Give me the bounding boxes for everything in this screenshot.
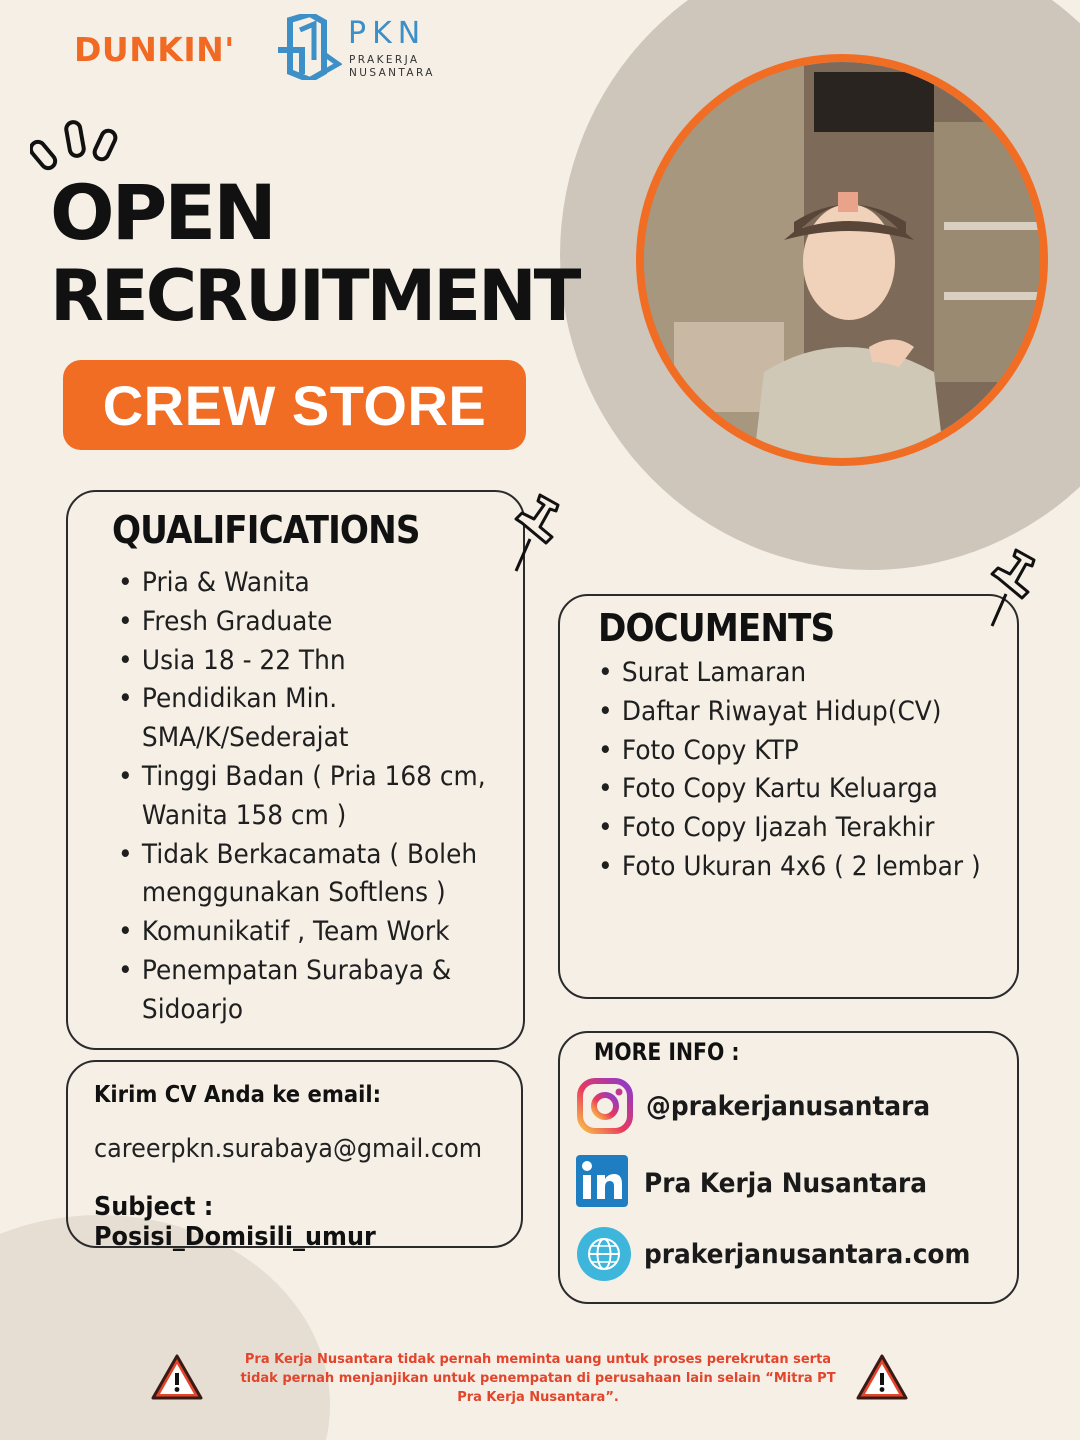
headline-open: OPEN [50,168,274,257]
more-info-title: MORE INFO : [594,1038,740,1066]
send-cv-card [66,1060,523,1252]
list-item: • Foto Copy Ijazah Terakhir [598,809,984,848]
email-subject: Subject : Posisi_Domisili_umur [94,1192,376,1252]
dunkin-logo: DUNKIN' [74,30,235,69]
pushpin-icon [984,548,1040,628]
crew-photo-illustration [644,62,1040,458]
list-item: • Foto Ukuran 4x6 ( 2 lembar ) [598,848,984,887]
instagram-handle: @prakerjanusantara [646,1090,931,1122]
instagram-link[interactable] [576,1077,955,1135]
list-item: • Tinggi Badan ( Pria 168 cm, Wanita 158 cm ) [118,758,486,836]
list-item: • Usia 18 - 22 Thn [118,642,486,681]
list-item: • Tidak Berkacamata ( Boleh menggunakan Softlens ) [118,836,486,914]
pkn-mark-icon [272,14,342,80]
instagram-icon [576,1077,634,1135]
position-pill [63,360,526,450]
pkn-subtitle: PRAKERJA NUSANTARA [349,54,435,79]
list-item: • Daftar Riwayat Hidup(CV) [598,693,984,732]
list-item: • Foto Copy KTP [598,732,984,771]
email-address[interactable]: careerpkn.surabaya@gmail.com [94,1134,483,1164]
pushpin-icon [508,493,564,573]
list-item: • Komunikatif , Team Work [118,913,486,952]
disclaimer-text: Pra Kerja Nusantara tidak pernah meminta uang untuk proses perekrutan serta tidak pernah menjanjikan untuk penempatan di perusahaan lain selain “Mitra PT Pra Kerja Nusantara”. [240,1352,836,1405]
list-item: • Pria & Wanita [118,564,486,603]
qualifications-title: QUALIFICATIONS [112,508,420,552]
linkedin-icon [576,1155,632,1211]
website-link[interactable] [576,1226,999,1282]
website-url: prakerjanusantara.com [644,1238,971,1270]
qualifications-card [66,490,525,1050]
list-item: • Fresh Graduate [118,603,486,642]
pkn-title: PKN [348,16,427,51]
more-info-card [558,1031,1019,1304]
list-item: • Penempatan Surabaya & Sidoarjo [118,952,486,1030]
documents-card [558,594,1019,999]
crew-photo [636,54,1048,466]
list-item: • Surat Lamaran [598,654,984,693]
warning-icon [855,1353,909,1401]
documents-list [598,654,1018,887]
documents-title: DOCUMENTS [598,606,835,650]
globe-icon [576,1226,632,1282]
send-cv-label: Kirim CV Anda ke email: [94,1082,382,1108]
list-item: • Foto Copy Kartu Keluarga [598,770,984,809]
position-label: CREW STORE [102,373,487,437]
qualifications-list [118,564,518,1030]
list-item: • Pendidikan Min. SMA/K/Sederajat [118,680,486,758]
linkedin-name: Pra Kerja Nusantara [644,1167,928,1199]
linkedin-link[interactable] [576,1155,952,1211]
pkn-logo [272,14,452,84]
warning-icon [150,1353,204,1401]
headline-recruitment: RECRUITMENT [50,255,579,337]
